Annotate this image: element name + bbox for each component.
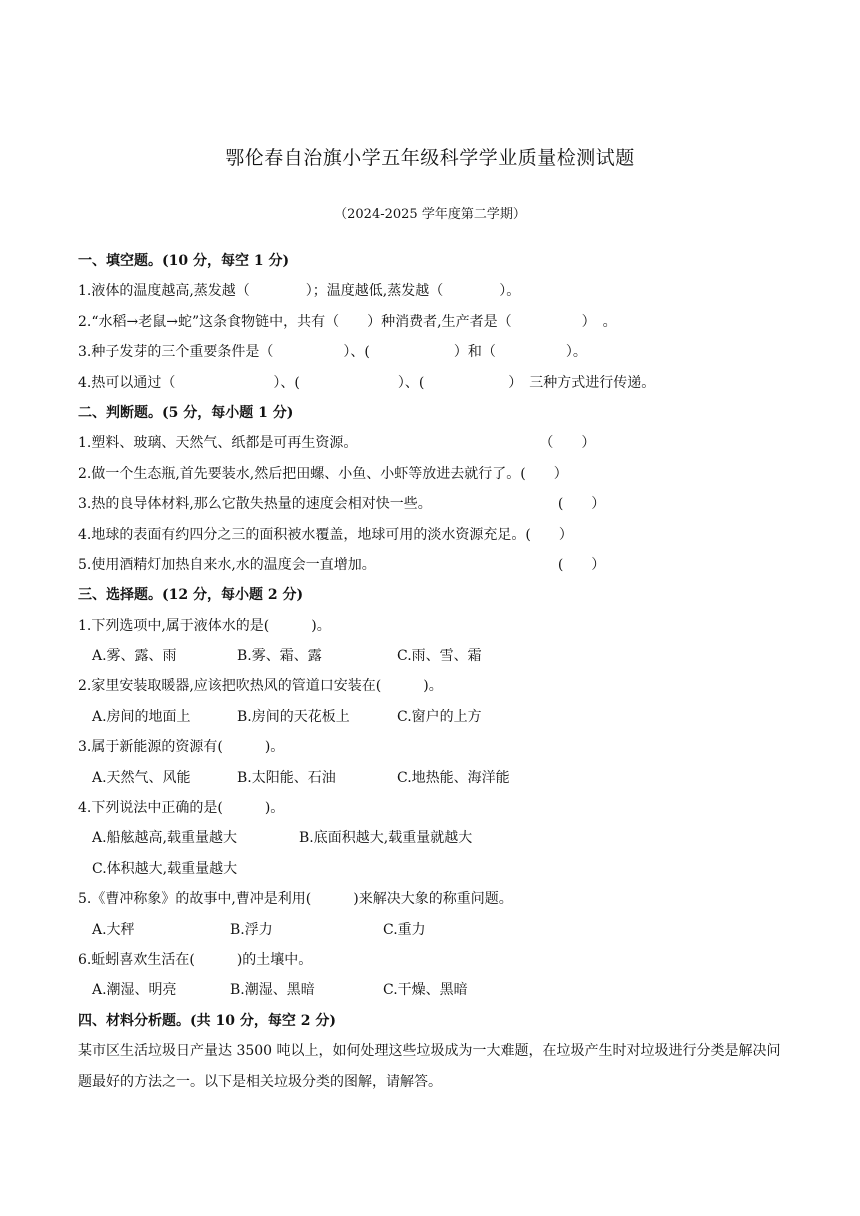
- question-judge-4: [78, 520, 790, 550]
- section-fill-blank-heading: 一、填空题。(10 分，每空 1 分): [78, 253, 290, 269]
- options-choice-6: [78, 975, 790, 1005]
- question-judge-3: [78, 489, 790, 519]
- question-choice-4: 4.下列说法中正确的是( )。: [78, 800, 285, 817]
- option-a: A.房间的地面上: [92, 708, 191, 725]
- option-b: B.雾、霜、露: [237, 648, 322, 665]
- question-judge-5-text: 5.使用酒精灯加热自来水,水的温度会一直增加。: [78, 556, 376, 573]
- answer-paren: ( ）: [557, 496, 606, 513]
- option-b: B.潮湿、黑暗: [230, 982, 315, 999]
- section-choice-heading: 三、选择题。(12 分，每小题 2 分): [78, 587, 304, 604]
- options-choice-2: [78, 702, 790, 732]
- answer-paren: （ ）: [539, 435, 596, 452]
- option-b: B.房间的天花板上: [237, 708, 350, 725]
- option-c: C.体积越大,载重量越大: [92, 860, 238, 877]
- question-judge-4-text: 4.地球的表面有约四分之三的面积被水覆盖，地球可用的淡水资源充足。: [78, 526, 526, 543]
- option-b: B.底面积越大,载重量就越大: [299, 830, 473, 847]
- question-fill-3: 3.种子发芽的三个重要条件是（ ）、( ）和（ ）。: [78, 344, 587, 361]
- option-a: A.船舷越高,载重量越大: [92, 830, 238, 847]
- option-b: B.太阳能、石油: [237, 769, 336, 786]
- option-a: A.潮湿、明亮: [92, 982, 177, 999]
- question-choice-6: 6.蚯蚓喜欢生活在( )的土壤中。: [78, 951, 313, 968]
- options-choice-5: [78, 915, 790, 945]
- section-material-heading: 四、材料分析题。(共 10 分，每空 2 分): [78, 1012, 336, 1029]
- options-choice-4-row2: [78, 854, 790, 884]
- section-judge-heading: 二、判断题。(5 分，每小题 1 分): [78, 404, 294, 421]
- answer-paren: ( ）: [525, 526, 573, 543]
- options-choice-1: [78, 641, 790, 671]
- option-a: A.大秤: [92, 921, 135, 938]
- option-c: C.雨、雪、霜: [397, 648, 482, 665]
- question-judge-3-text: 3.热的良导体材料,那么它散失热量的速度会相对快一些。: [78, 496, 432, 513]
- question-choice-2: 2.家里安装取暖器,应该把吹热风的管道口安装在( )。: [78, 678, 443, 695]
- option-c: C.窗户的上方: [397, 708, 482, 725]
- page-subtitle: （2024-2025 学年度第二学期）: [334, 207, 526, 222]
- question-choice-3: 3.属于新能源的资源有( )。: [78, 739, 285, 756]
- options-choice-4-row1: [78, 823, 790, 853]
- question-fill-4: 4.热可以通过（ ）、( ）、( ） 三种方式进行传递。: [78, 374, 656, 391]
- option-c: C.干燥、黑暗: [383, 982, 468, 999]
- option-c: C.地热能、海洋能: [397, 769, 510, 786]
- answer-paren: ( ）: [557, 556, 606, 573]
- question-judge-2: [78, 459, 790, 489]
- exam-content: [78, 246, 790, 1097]
- option-c: C.重力: [383, 921, 426, 938]
- question-judge-2-text: 2.做一个生态瓶,首先要装水,然后把田螺、小鱼、小虾等放进去就行了。: [78, 465, 521, 482]
- material-paragraph: 某市区生活垃圾日产量达 3500 吨以上，如何处理这些垃圾成为一大难题，在垃圾产生时对垃圾进行分类是解决问题最好的方法之一。以下是相关垃圾分类的图解，请解答。: [78, 1043, 781, 1090]
- question-fill-2: 2.“水稻→老鼠→蛇”这条食物链中，共有（ ）种消费者,生产者是（ ） 。: [78, 313, 617, 330]
- option-a: A.天然气、风能: [92, 769, 191, 786]
- question-judge-1-text: 1.塑料、玻璃、天然气、纸都是可再生资源。: [78, 435, 358, 452]
- question-judge-1: [78, 428, 790, 458]
- options-choice-3: [78, 763, 790, 793]
- option-b: B.浮力: [230, 921, 273, 938]
- option-a: A.雾、露、雨: [92, 648, 177, 665]
- answer-paren: ( ）: [520, 465, 568, 482]
- page-title: 鄂伦春自治旗小学五年级科学学业质量检测试题: [225, 147, 635, 169]
- question-choice-1: 1.下列选项中,属于液体水的是( )。: [78, 617, 331, 634]
- question-fill-1: 1.液体的温度越高,蒸发越（ ）；温度越低,蒸发越（ ）。: [78, 283, 521, 300]
- question-choice-5: 5.《曹冲称象》的故事中,曹冲是利用( )来解决大象的称重问题。: [78, 891, 513, 908]
- question-judge-5: [78, 550, 790, 580]
